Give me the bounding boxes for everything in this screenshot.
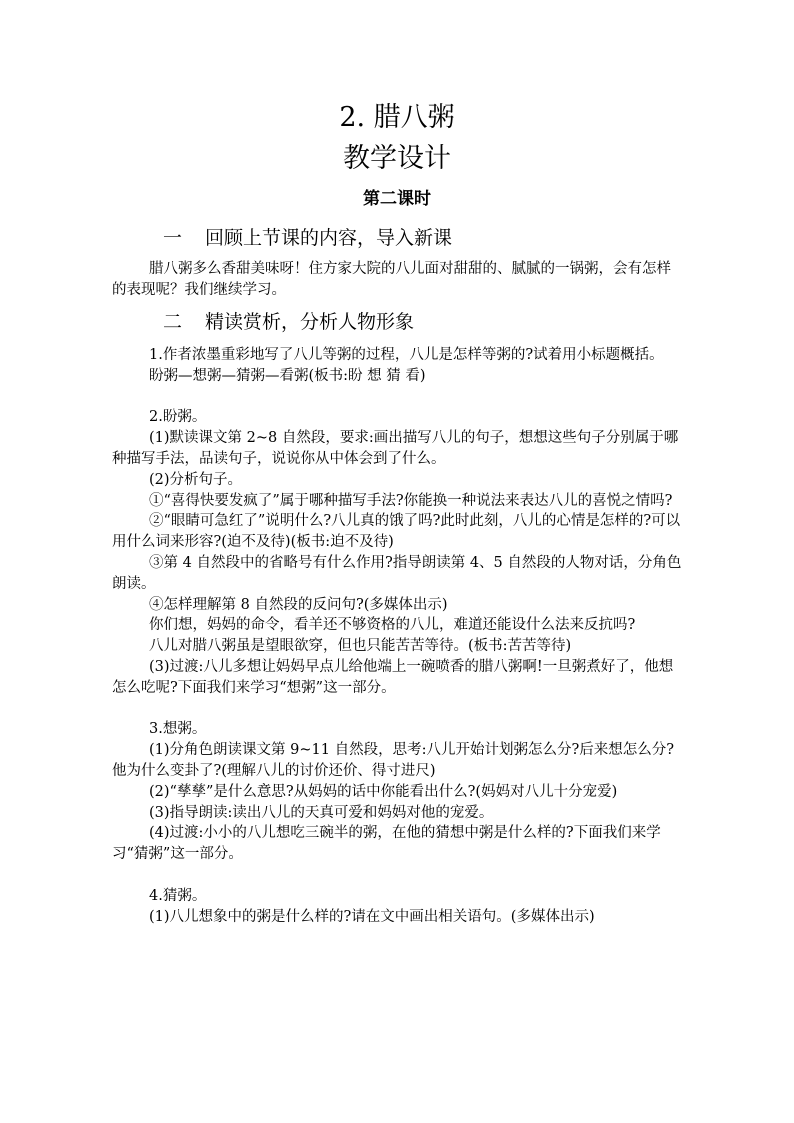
part-3-item: (4)过渡:小小的八儿想吃三碗半的粥，在他的猜想中粥是什么样的?下面我们来学习“猜粥”这一部分。 xyxy=(112,825,661,863)
part-3-item: (2)“孳孳”是什么意思?从妈妈的话中你能看出什么?(妈妈对八儿十分宠爱) xyxy=(149,783,618,800)
section-1-number: 一 xyxy=(163,227,183,249)
part-2-item: 你们想，妈妈的命令，看羊还不够资格的八儿，难道还能设什么法来反抗吗? xyxy=(149,617,636,634)
section-2-heading-text: 精读赏析，分析人物形象 xyxy=(205,311,415,333)
part-2-item: ②“眼睛可急红了”说明什么?八儿真的饿了吗?此时此刻，八儿的心情是怎样的?可以用什么词来形容?(迫不及待)(板书:迫不及待) xyxy=(112,513,681,551)
document-title: 教学设计 xyxy=(343,143,451,174)
part-2-item: (1)默读课文第 2~8 自然段，要求:画出描写八儿的句子，想想这些句子分别属于哪种描写手法，品读句子，说说你从中体会到了什么。 xyxy=(112,430,679,467)
section-1-heading xyxy=(163,225,452,251)
section-2-number: 二 xyxy=(163,311,183,333)
spacer xyxy=(112,865,682,886)
spacer xyxy=(112,387,682,408)
part-3-title: 3.想粥。 xyxy=(149,721,207,738)
part-3-item: (3)指导朗读:读出八儿的天真可爱和妈妈对他的宠爱。 xyxy=(149,804,494,821)
lesson-period: 第二课时 xyxy=(363,189,431,209)
part-4-item: (1)八儿想象中的粥是什么样的?请在文中画出相关语句。(多媒体出示) xyxy=(149,908,595,925)
question-1: 1.作者浓墨重彩地写了八儿等粥的过程，八儿是怎样等粥的?试着用小标题概括。 xyxy=(149,347,664,363)
part-3-item: (1)分角色朗读课文第 9~11 自然段，思考:八儿开始计划粥怎么分?后来想怎么分?他为什么变卦了?(理解八儿的讨价还价、得寸进尺) xyxy=(112,742,675,779)
part-2-item: (3)过渡:八儿多想让妈妈早点儿给他端上一碗喷香的腊八粥啊!一旦粥煮好了，他想怎么吃呢?下面我们来学习“想粥”这一部分。 xyxy=(112,658,674,696)
part-2-item: 八儿对腊八粥虽是望眼欲穿，但也只能苦苦等待。(板书:苦苦等待) xyxy=(149,638,572,655)
question-1-answer: 盼粥—想粥—猜粥—看粥(板书:盼 想 猜 看) xyxy=(149,367,426,384)
part-4-title: 4.猜粥。 xyxy=(149,887,207,904)
section-1-body xyxy=(112,259,682,301)
lesson-title: 2. 腊八粥 xyxy=(339,102,455,133)
section-1-heading-text: 回顾上节课的内容，导入新课 xyxy=(205,227,453,249)
spacer xyxy=(112,699,682,720)
section-2-body xyxy=(112,345,682,927)
part-2-item: ③第 4 自然段中的省略号有什么作用?指导朗读第 4、5 自然段的人物对话，分角色朗读。 xyxy=(112,554,682,592)
section-2-heading xyxy=(163,309,414,335)
part-2-item: ④怎样理解第 8 自然段的反问句?(多媒体出示) xyxy=(149,596,448,613)
part-2-title: 2.盼粥。 xyxy=(149,409,207,426)
part-2-item: ①“喜得快要发疯了”属于哪种描写手法?你能换一种说法来表达八儿的喜悦之情吗? xyxy=(149,492,673,509)
part-2-item: (2)分析句子。 xyxy=(149,471,243,488)
section-1-paragraph: 腊八粥多么香甜美味呀！住方家大院的八儿面对甜甜的、腻腻的一锅粥，会有怎样的表现呢？我们继续学习。 xyxy=(112,261,671,298)
